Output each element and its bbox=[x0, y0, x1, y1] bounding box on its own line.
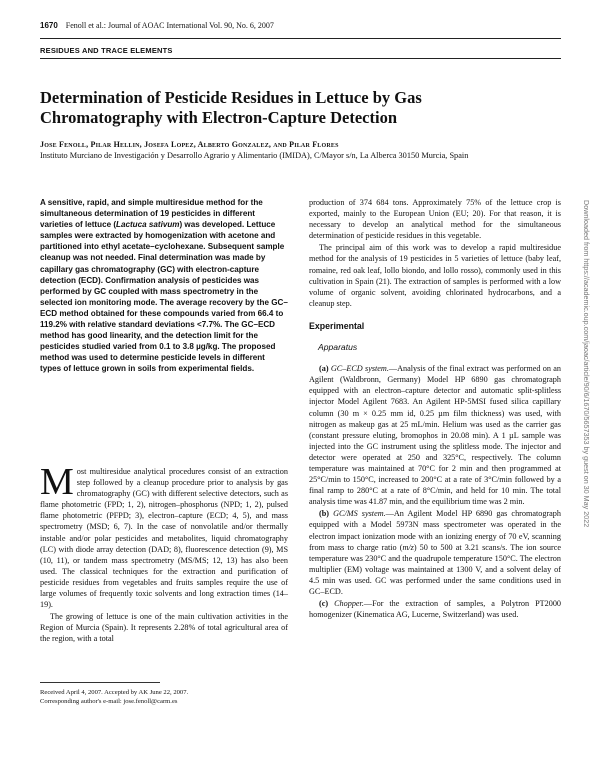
item-a-title: GC–ECD system. bbox=[330, 364, 389, 374]
article-title: Determination of Pesticide Residues in Lettuce by Gas Chromatography with Electron-Capture Detection bbox=[40, 88, 422, 127]
apparatus-heading: Apparatus bbox=[318, 342, 358, 353]
introduction bbox=[40, 461, 288, 645]
section-label: RESIDUES AND TRACE ELEMENTS bbox=[40, 46, 173, 55]
drop-cap: M bbox=[40, 461, 74, 503]
apparatus-item-b bbox=[309, 508, 561, 597]
experimental-heading: Experimental bbox=[309, 320, 365, 331]
abstract-species: Lactuca sativum bbox=[116, 220, 180, 230]
apparatus-item-a bbox=[309, 363, 561, 507]
item-b-mz: m/z bbox=[402, 542, 414, 552]
corresponding-email: Corresponding author's e-mail: jose.fenoll@carm.es bbox=[40, 698, 178, 705]
page-number: 1670 bbox=[40, 21, 58, 30]
item-b-text-1: —An Agilent Model HP 6890 gas chromatograph equipped with a Model 5973N mass spectrometer was operated in the electron impact ionization mode with an ionizing energy of 70 eV, scanning from mass to charge ratio ( bbox=[309, 509, 561, 552]
right-column bbox=[309, 197, 561, 621]
item-a-label: (a) bbox=[319, 364, 329, 374]
item-b-text-2: ) 50 to 500 at 3.21 scans/s. The ion source temperature was 230°C and the quadrupole temperature 150°C. The electron multiplier (EM) voltage was maintained at 1300 V, and a solvent delay of 4.5 min was used. GC was performed under the same conditions used in GC–ECD. bbox=[309, 542, 561, 596]
intro-paragraph-1 bbox=[40, 461, 288, 610]
footnote-rule bbox=[40, 682, 160, 683]
apparatus-item-c bbox=[309, 598, 561, 620]
intro-paragraph-2: The growing of lettuce is one of the main cultivation activities in the Region of Murcia (Spain). It represents 2.28% of total agricultural area of the region, with a total bbox=[40, 612, 288, 644]
col2-paragraph-1: production of 374 684 tons. Approximately 75% of the lettuce crop is exported, mainly to the European Union (EU; 20). For that reason, it is necessary to develop an analytical method for the simultaneous determination of pesticide residues in this vegetable. bbox=[309, 198, 561, 241]
download-watermark: Downloaded from https://academic.oup.com/jaoac/article/90/6/1670/5657353 by guest on 30 May 2022 bbox=[582, 200, 591, 528]
item-c-title: Chopper. bbox=[334, 599, 364, 609]
header-rule-bottom bbox=[40, 58, 561, 59]
footnotes bbox=[40, 688, 288, 706]
item-b-title: GC/MS system. bbox=[333, 509, 386, 519]
received-note: Received April 4, 2007. Accepted by AK June 22, 2007. bbox=[40, 689, 189, 696]
affiliation: Instituto Murciano de Investigación y Desarrollo Agrario y Alimentario (IMIDA), C/Mayor s/n, La Alberca 30150 Murcia, Spain bbox=[40, 151, 469, 160]
header-rule-top bbox=[40, 38, 561, 39]
abstract bbox=[40, 197, 288, 375]
intro-text-1: ost multiresidue analytical procedures consist of an extraction step followed by a cleanup procedure prior to analysis by gas chromatography (GC) with different selective detectors, such as flame photometric (FPD; 1, 2), nitrogen–phosphorus (NPD; 1, 2), pulsed flame photometric (PFPD; 3), electron–capture (ECD; 4, 5), and mass spectrometry (MSD; 6, 7). In the case of nonvolatile and/or thermally instable and/or polar pesticides and metabolites, liquid chromatography (LC) with diode array detection (DAD; 8), fluorescence detection (9), MS (10, 11), or tandem mass spectrometry (MS/MS; 12, 13) has also been used. The classical techniques for the extraction and purification of pesticide residues from vegetables and fruits samples require the use of large volumes of frequently toxic solvents and long extraction times (14–19). bbox=[40, 467, 288, 610]
item-a-text: —Analysis of the final extract was performed on an Agilent (Waldbronn, Germany) Model HP 6890 gas chromatograph equipped with an electron–capture detector and automatic split-splitless injector Model Agilent 7683. An Agilent HP-5MSI fused silica capillary column (30 m × 0.25 mm id, 0.25 µm film thickness) was used, with nitrogen as makeup gas at 25 mL/min. Helium was used as the carrier gas (constant pressure eluting, bromophos in 20.08 min). A 1 µL sample was injected into the GC instrument using the splitless mode. The injector and detector were operated at 250 and 325°C, respectively. The column temperature was maintained at 70°C for 2 min and then programmed at 25°C/min to 150°C, increased to 200°C at a rate of 3°C/min followed by a final ramp to 280°C at a rate of 8°C/min, and held for 10 min. The total analysis time was 41.87 min, and the equilibrium time was 2 min. bbox=[309, 364, 562, 507]
abstract-text-2: ) was developed. Lettuce samples were extracted by homogenization with acetone and partitioned into ethyl acetate–cyclohexane. Subsequent sample cleanup was not needed. Final determination was made by capillary gas chromatography (GC) with electron-capture detection (ECD). Confirmation analysis of pesticides was performed by GC coupled with mass spectrometry in the selected ion monitoring mode. The average recovery by the GC–ECD method obtained for these compounds varied from 66.4 to 119.2% with relative standard deviations <7.7%. The GC–ECD method has good linearity, and the detection limit for the pesticides studied varied from 0.1 to 3.8 µg/kg. The proposed method was used to determine pesticide levels in different types of lettuce grown in soils from experimental fields. bbox=[40, 220, 288, 374]
item-c-text: —For the extraction of samples, a Polytron PT2000 homogenizer (Kinematica AG, Lucerne, Switzerland) was used. bbox=[309, 599, 562, 620]
author-list: Jose Fenoll, Pilar Hellin, Josefa Lopez, Alberto Gonzalez, and Pilar Flores bbox=[40, 140, 339, 149]
running-header bbox=[40, 21, 274, 30]
item-c-label: (c) bbox=[319, 599, 329, 609]
item-b-label: (b) bbox=[319, 509, 330, 519]
abstract-text-1: A sensitive, rapid, and simple multiresidue method for the simultaneous determination of 19 pesticides in different varieties of lettuce ( bbox=[40, 198, 263, 230]
col2-paragraph-2: The principal aim of this work was to develop a rapid multiresidue method for the analysis of 19 pesticides in 5 varieties of lettuce (baby leaf, romaine, red oak leaf, lollo biondo, and lollo rosso), commonly used in this cultivation in Spain (21). The extraction of samples is performed with a low volume of organic solvent, avoiding chlorinated hydrocarbons, and a cleanup step. bbox=[309, 243, 561, 308]
journal-citation: Fenoll et al.: Journal of AOAC International Vol. 90, No. 6, 2007 bbox=[65, 21, 274, 30]
